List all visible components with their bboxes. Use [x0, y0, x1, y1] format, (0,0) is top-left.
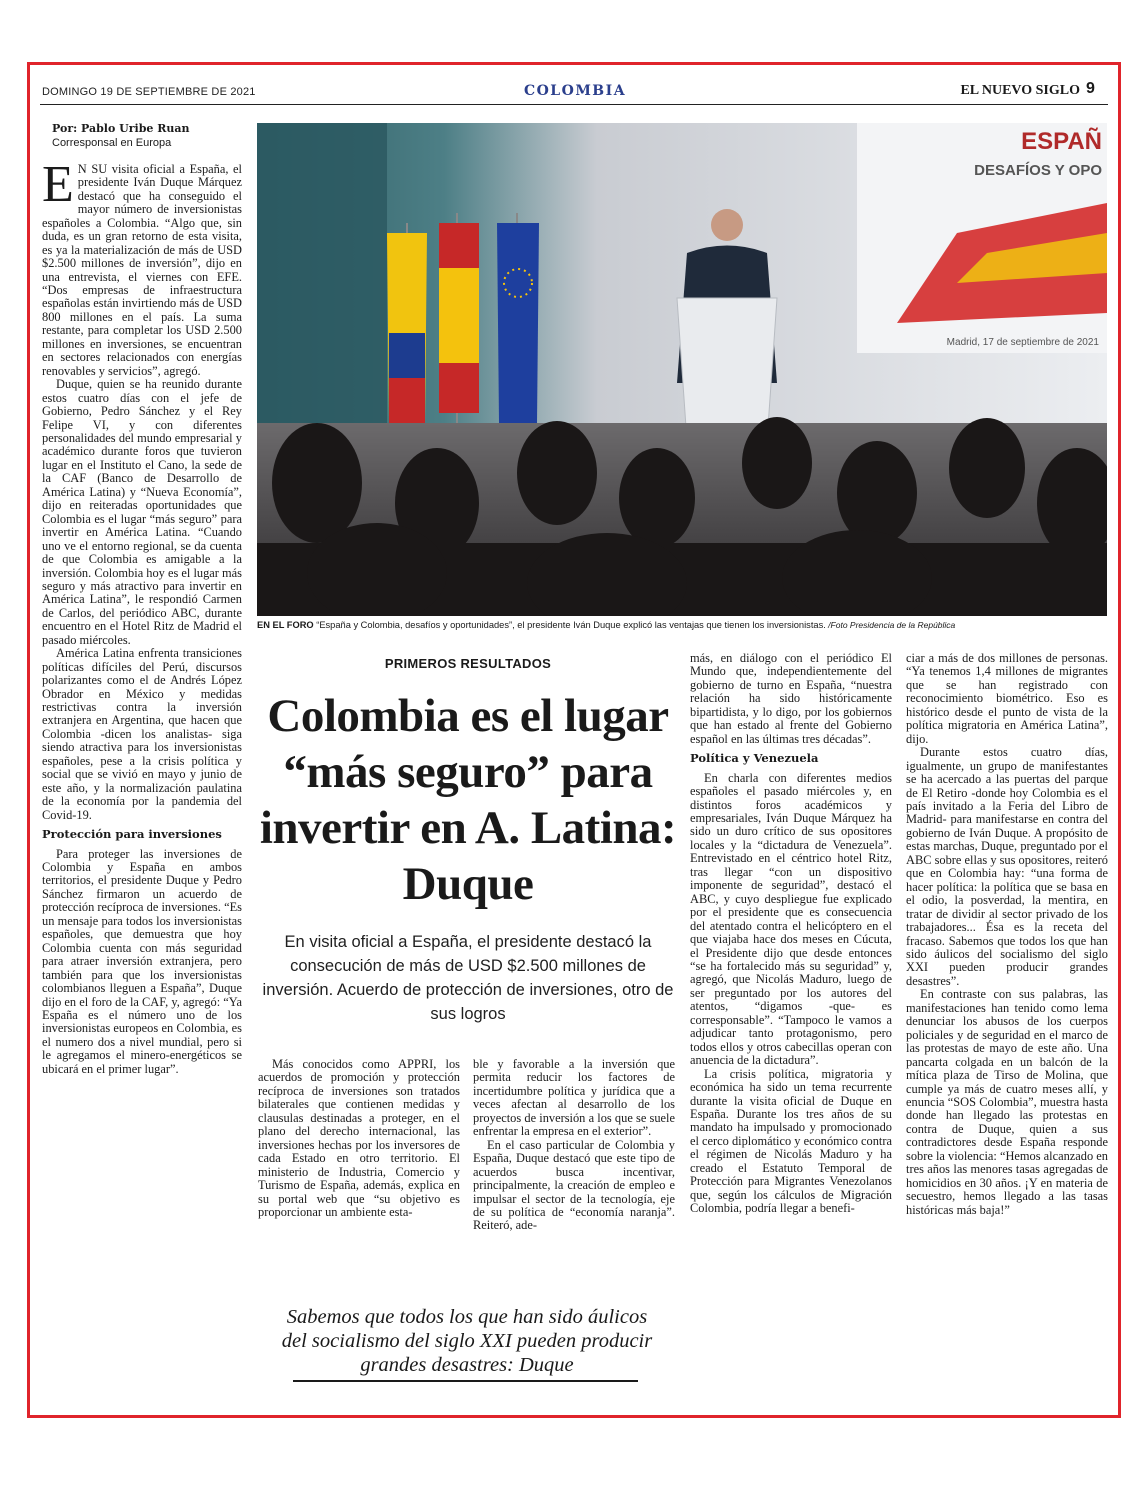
article-column-4: [690, 652, 892, 1216]
article-column-3: [473, 1058, 675, 1233]
article-column-2: [258, 1058, 460, 1219]
photo-caption: [257, 620, 1107, 630]
paragraph: ciar a más de dos millones de personas. “Ya tenemos 1,4 millones de migrantes que se han registrado con reconocimiento biométrico. Eso es histórico desde el punto de vista de la política migratoria en América Latina”, dijo.: [906, 651, 1108, 746]
paragraph: ble y favorable a la inversión que permita reducir los factores de incertidumbre política y jurídica que a veces afectan al desarrollo de los proyectos de inversión a los que se suele enfrentar la empresa en el exterior”.: [473, 1057, 675, 1139]
banner-date: Madrid, 17 de septiembre de 2021: [946, 337, 1099, 348]
folio-paper-name: EL NUEVO SIGLO: [960, 83, 1080, 98]
article-column-5: [906, 652, 1108, 1217]
banner-subtitle: DESAFÍOS Y OPO: [974, 162, 1102, 179]
folio-page-number: 9: [1086, 80, 1095, 97]
kicker: PRIMEROS RESULTADOS: [384, 656, 552, 671]
paragraph: Durante estos cuatro días, igualmente, un grupo de manifestantes se ha acercado a las puertas del parque de El Retiro -donde hoy Colombia es el país invitado a la Feria del Libro de Madrid- para manifestarse en contra del gobierno de Iván Duque. A propósito de estas marchas, Duque, preguntado por el ABC sobre ellas y sus opositores, reiteró que en Colombia hay: “una forma de hacer política: la política que se basa en el odio, la posverdad, la mentira, en tratar de dividir al sector privado de los trabajadores... Ésa es la receta del fracaso. Sabemos que todos los que han sido áulicos del socialismo del siglo XXI pueden producir grandes desastres”.: [906, 745, 1109, 988]
paragraph: Más conocidos como APPRI, los acuerdos de promoción y protección recíproca de inversiones son tratados bilaterales que contienen medidas y clausulas destinadas a proteger, en el plano del derecho internacional, las inversiones hechas por los inversores de cada Estado en otro territorio. El ministerio de Industria, Comercio y Turismo de España, además, explica en su portal web que “su objetivo es proporcionar un ambiente esta-: [258, 1057, 460, 1219]
paragraph: La crisis política, migratoria y económica ha sido un tema recurrente durante la visita oficial de Duque en España. Durante los tres años de su mandato ha impulsado y promocionado el cerco diplomático y económico contra el régimen de Nicolás Maduro y ha creado el Estatuto Temporal de Protección para Migrantes Venezolanos que, según los cálculos de Migración Colombia, podría llegar a benefi-: [690, 1066, 892, 1216]
caption-lead: EN EL FORO: [257, 620, 314, 630]
article-column-1: [42, 122, 242, 1076]
folio-section: COLOMBIA: [523, 83, 627, 99]
drop-cap: E: [42, 155, 74, 213]
folio-date: DOMINGO 19 DE SEPTIEMBRE DE 2021: [42, 86, 256, 98]
paragraph: Para proteger las inversiones de Colombia y España en ambos territorios, el presidente Duque y Pedro Sánchez firmaron un acuerdo de protección recíproca de inversiones. “Es un mensaje para todos los inversionistas españoles, que demuestra que hoy Colombia cuenta con más seguridad para atraer inversión extranjera, pero también para que los inversionistas colombianos lleguen a España”, Duque dijo en el foro de la CAF, y, agregó: “Ya España es el número uno de los inversionistas europeos en Colombia, es el numero dos a nivel mundial, pero si le agregamos el minero-energéticos se ubicará en el primer lugar”.: [42, 846, 242, 1076]
flag-european-union: [497, 213, 539, 453]
paragraph: En el caso particular de Colombia y España, Duque destacó que este tipo de acuerdos busca incentivar, principalmente, la creación de empleo e impulsar el sector de la tecnología, eje de su política de “economía naranja”. Reiteró, ade-: [473, 1137, 675, 1233]
subhead: Protección para inversiones: [42, 827, 222, 842]
paragraph: más, en diálogo con el periódico El Mundo que, independientemente del gobierno de turno en España, “nuestra relación ha sido históricamente bipartidista, y lo digo, por los gobiernos que han estado al frente del Gobierno español en las últimas tres décadas”.: [690, 651, 892, 746]
headline: Colombia es el lugar “más seguro” para invertir en A. Latina: Duque: [259, 690, 677, 910]
flag-colombia: [387, 223, 427, 453]
photo-illustration: [257, 123, 1107, 616]
article-photo: [257, 123, 1107, 616]
byline-role: Corresponsal en Europa: [52, 137, 172, 150]
deck: En visita oficial a España, el presidente destacó la consecución de más de USD $2.500 millones de inversión. Acuerdo de protección de inversiones, otro de sus logros: [262, 933, 674, 1023]
banner-title: ESPAÑ: [1021, 128, 1102, 155]
caption-text: “España y Colombia, desafíos y oportunidades”, el presidente Iván Duque explicó las ventajas que tienen los inversionistas.: [313, 620, 826, 630]
photo-credit: /Foto Presidencia de la República: [825, 620, 956, 630]
pull-quote: Sabemos que todos los que han sido áulicos del socialismo del siglo XXI pueden producir grandes desastres: Duque: [281, 1306, 653, 1376]
byline-author: Por: Pablo Uribe Ruan: [52, 122, 190, 135]
paragraph: En charla con diferentes medios españoles el pasado miércoles y, en distintos foros académicos y empresariales, Iván Duque Márquez ha sido un duro crítico de sus opositores locales y la “dictadura de Venezuela”. Entrevistado en el céntrico hotel Ritz, tras llegar “con un dispositivo imponente de seguridad”, destacó el ABC, y cuyo despliegue fue explicado por el presidente que es consecuencia del atentado contra el helicóptero en el que viajaba hace dos meses en Cúcuta, el Presidente dijo que desde entonces “se ha fortalecido más su seguridad” y, agregó, que Nicolás Maduro, luego de ser preguntado por los autores del atentos, “digamos -que- es corresponsable”. “Tampoco le vamos a adjudicar tanto protagonismo, pero todos ellos y otros cabecillas operan con anuencia de la dictadura”.: [690, 770, 892, 1068]
paragraph: En contraste con sus palabras, las manifestaciones han tenido como lema denunciar los abusos de los cuerpos policiales y de seguridad en el marco de las protestas de mayo de este año. Una pancarta colgada en un balcón de la mítica plaza de Tirso de Molina, que cumple ya más de cuatro meses allí, y enuncia “SOS Colombia”, muestra hasta donde han llegado las protestas en contra de Duque, quien a sus contradictores desde España responde sobre la violencia: “Hemos alcanzado en tres años las menores tasas agregadas de homicidios en 30 años. ¡Y en materia de secuestro, hemos llegado a las tasas históricas más baja!”: [906, 987, 1108, 1217]
paragraph: E N SU visita oficial a España, el presidente Iván Duque Márquez destacó que ha conseguido el mayor número de inversionistas españoles a Colombia. “Algo que, sin duda, es un gran retorno de esta visita, es ya la materialización de más de USD $2.500 millones de inversión”, dijo en una entrevista, el viernes con EFE. “Dos empresas de infraestructura españolas están invirtiendo más de USD 800 millones en el país. La suma restante, para completar los USD 2.500 millones en inversiones, se encuentran en sectores relacionados con energías renovables y servicios”, agregó.: [42, 155, 242, 378]
paragraph: Duque, quien se ha reunido durante estos cuatro días con el jefe de Gobierno, Pedro Sánchez y el Rey Felipe VI, y con diferentes personalidades del mundo empresarial y académico durante foros que tuvieron lugar en el Instituto el Cano, la sede de la CAF (Banco de Desarrollo de América Latina) y “Nueva Economía”, dijo en reiteradas oportunidades que Colombia es el lugar “más seguro” para invertir en América Latina. “Cuando uno ve el entorno regional, se da cuenta de que Colombia es amigable a la inversión. Colombia hoy es el lugar más seguro y más atractivo para invertir en América Latina”, le respondió Carmen de Carlos, del periódico ABC, durante encuentro en el Hotel Ritz de Madrid el pasado miércoles.: [42, 377, 242, 647]
folio-rule: [40, 104, 1108, 105]
subhead: Política y Venezuela: [690, 751, 819, 766]
paragraph: América Latina enfrenta transiciones políticas difíciles del Perú, discursos polarizantes como el de Andrés López Obrador en México y medidas restrictivas contra la inversión extranjera en Argentina, que hacen que Colombia -dicen los analistas- siga siendo atractiva para los inversionistas españoles, pese a la crisis política y social que se vivió en mayo y junio de este año, y la normalización paulatina de la economía por la pandemia del Covid-19.: [42, 646, 242, 822]
pull-quote-rule: [293, 1380, 638, 1382]
